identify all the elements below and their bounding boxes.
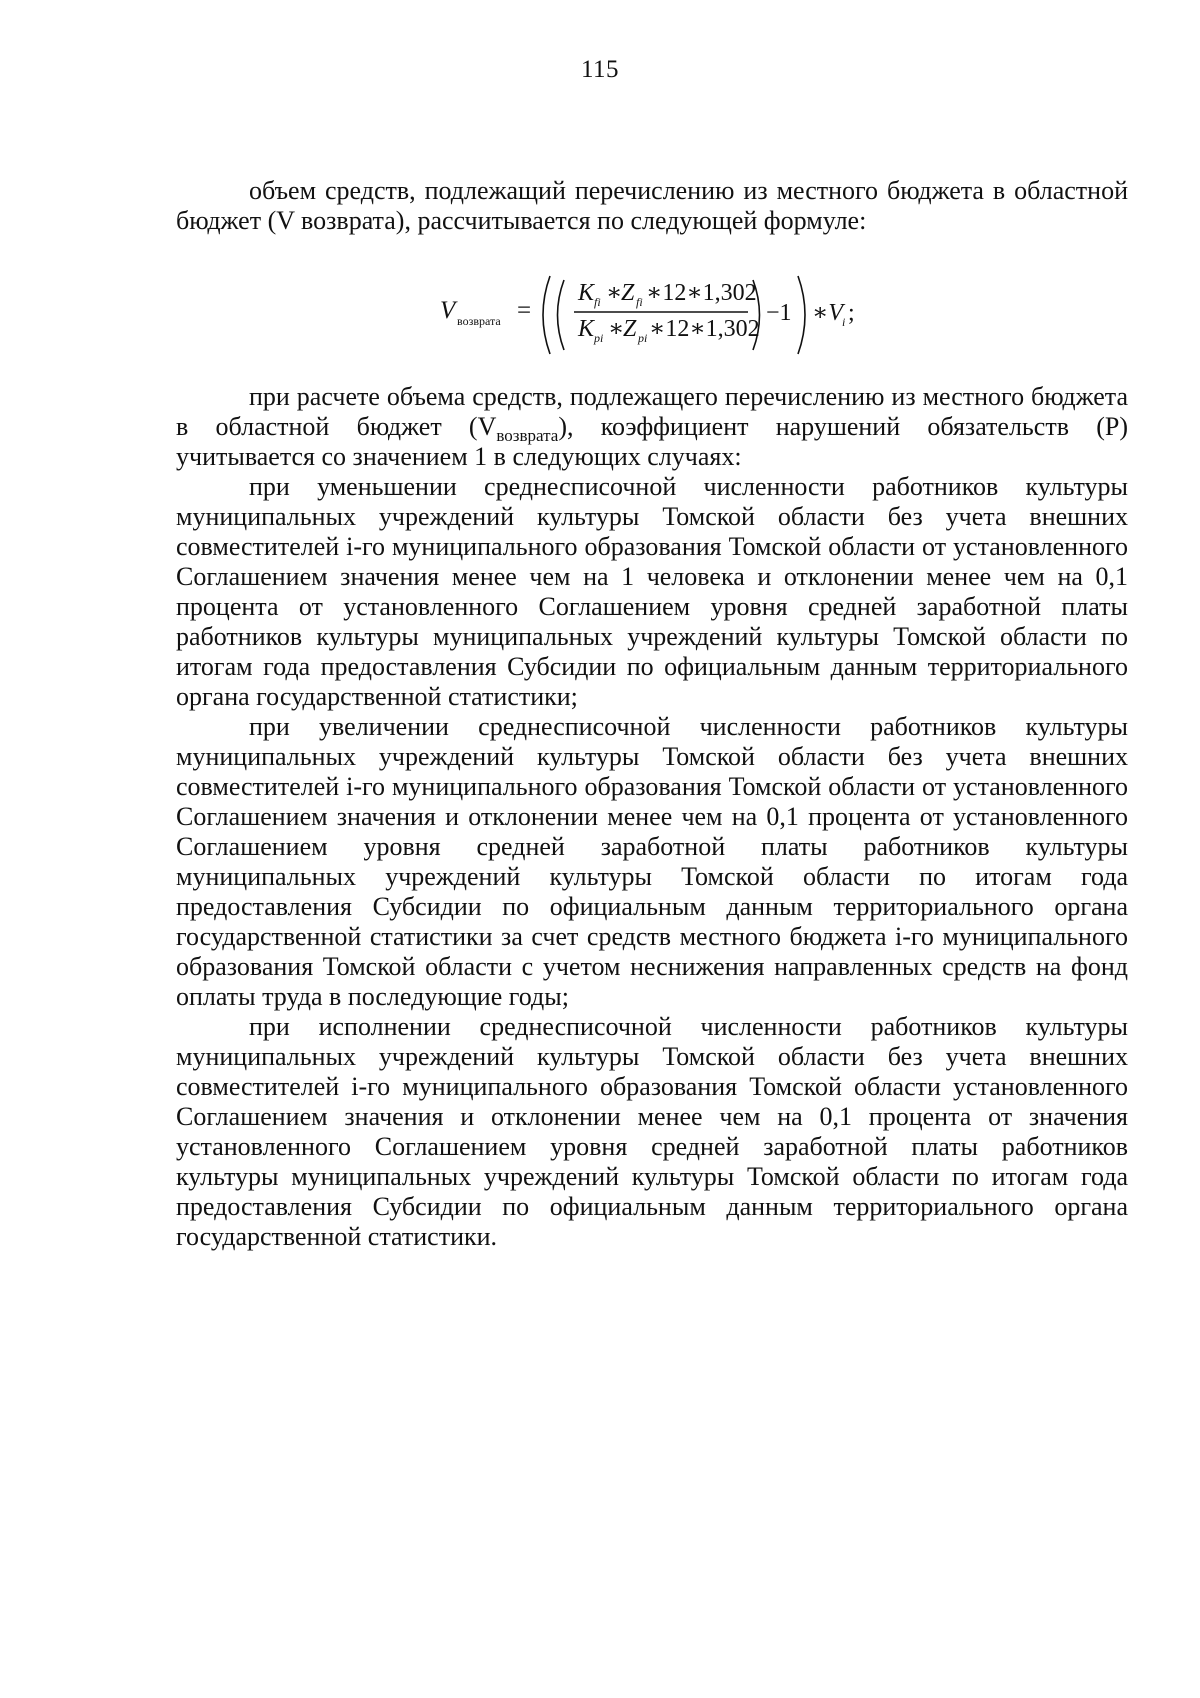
conditions-lead-before: при расчете объема средств, подлежащего перечислению из местного бюджета в областной бюджет (V xyxy=(176,382,1128,441)
formula-semicolon: ; xyxy=(848,300,855,326)
num-k-subscript: fi xyxy=(594,295,601,309)
formula-v-subscript: i xyxy=(842,315,846,329)
den-z-subscript: pi xyxy=(638,331,648,345)
outer-right-paren xyxy=(798,276,805,354)
num-star: ∗ xyxy=(606,280,623,306)
outer-left-paren xyxy=(543,276,550,354)
condition-case-decrease: при уменьшении среднесписочной численности работников культуры муниципальных учреждений культуры Томской области без учета внешних совместителей i-го муниципального образования Томской области от установленного Соглашением значения менее чем на 1 человека и отклонении менее чем на 0,1 процента от установленного Соглашением уровня средней заработной платы работников культуры муниципальных учреждений культуры Томской области по итогам года предоставления Субсидии по официальным данным территориального органа государственной статистики; xyxy=(176,472,1128,711)
conditions-lead-subscript: возврата xyxy=(496,426,559,446)
num-rest: ∗12∗1,302 xyxy=(646,280,757,306)
conditions-lead-after: ), коэффициент нарушений обязательств (P) учитывается со значением 1 в следующих случаях: xyxy=(176,412,1128,471)
formula-lhs-symbol: V xyxy=(440,297,456,324)
num-z-symbol: Z xyxy=(621,280,635,306)
den-k-symbol: K xyxy=(578,316,595,342)
intro-paragraph-block xyxy=(176,176,1128,236)
page-number: 115 xyxy=(580,56,620,83)
formula-graphic xyxy=(440,270,860,360)
condition-case-increase: при увеличении среднесписочной численности работников культуры муниципальных учреждений культуры Томской области без учета внешних совместителей i-го муниципального образования Томской области от установленного Соглашением значения и отклонении менее чем на 0,1 процента от установленного Соглашением уровня средней заработной платы работников культуры муниципальных учреждений культуры Томской области по итогам года предоставления Субсидии по официальным данным территориального органа государственной статистики за счет средств местного бюджета i-го муниципального образования Томской области с учетом неснижения направленных средств на фонд оплаты труда в последующие годы; xyxy=(176,712,1128,1011)
formula-minus-one: −1 xyxy=(766,300,792,326)
den-star: ∗ xyxy=(608,316,625,342)
num-z-subscript: fi xyxy=(636,295,643,309)
inner-left-paren xyxy=(558,280,565,350)
formula-times-v: ∗V xyxy=(812,300,843,326)
den-k-subscript: pi xyxy=(594,331,604,345)
num-k-symbol: K xyxy=(578,280,595,306)
conditions-block xyxy=(176,382,1128,1252)
return-volume-formula xyxy=(440,270,860,360)
den-rest: ∗12∗1,302 xyxy=(649,316,760,342)
condition-case-fulfilment: при исполнении среднесписочной численности работников культуры муниципальных учреждений культуры Томской области без учета внешних совместителей i-го муниципального образования Томской области установленного Соглашением значения и отклонении менее чем на 0,1 процента от значения установленного Соглашением уровня средней заработной платы работников культуры муниципальных учреждений культуры Томской области по итогам года предоставления Субсидии по официальным данным территориального органа государственной статистики. xyxy=(176,1012,1128,1251)
den-z-symbol: Z xyxy=(623,316,637,342)
intro-paragraph: объем средств, подлежащий перечислению из местного бюджета в областной бюджет (V возврата), рассчитывается по следующей формуле: xyxy=(176,176,1128,235)
conditions-lead-paragraph xyxy=(176,382,1128,472)
formula-lhs-subscript: возврата xyxy=(457,314,501,328)
formula-equals: = xyxy=(517,297,532,324)
